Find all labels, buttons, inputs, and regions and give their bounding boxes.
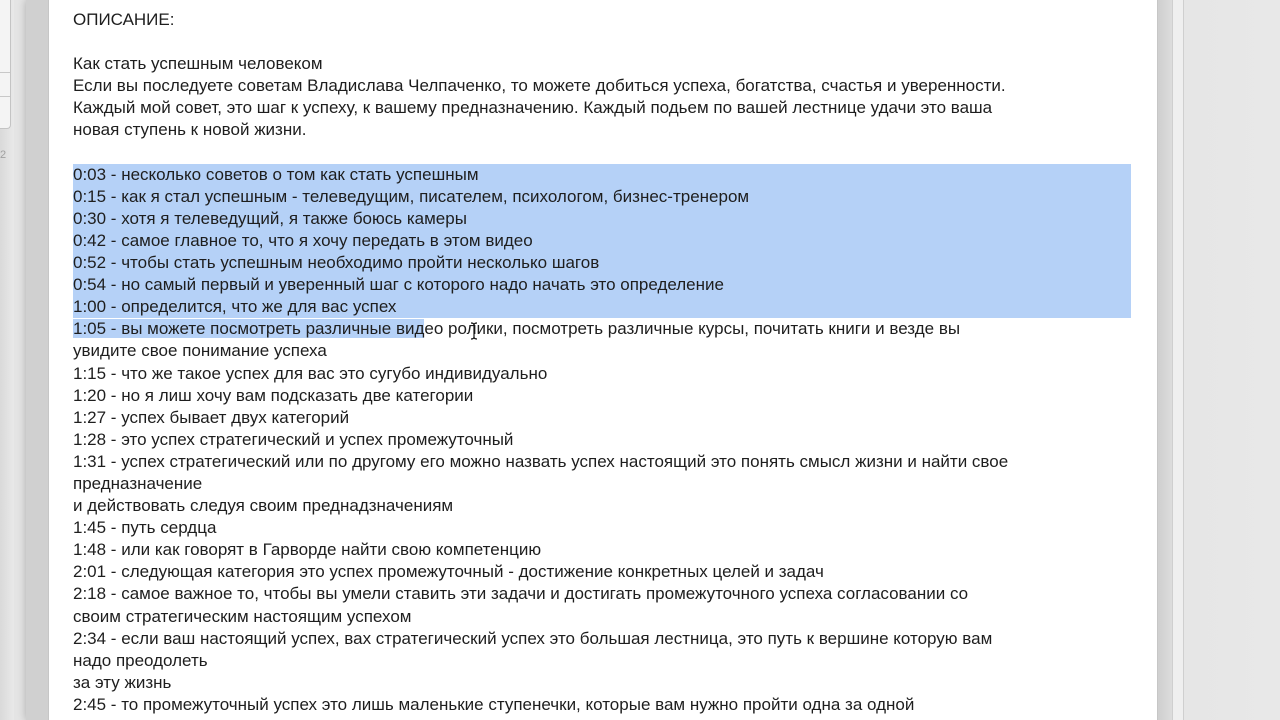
selected-timestamp-line[interactable]: 0:03 - несколько советов о том как стать успешным [73,164,1131,186]
partially-selected-line[interactable] [73,318,1143,340]
timestamp-line: 1:28 - это успех стратегический и успех промежуточный [73,429,514,449]
intro-line: Как стать успешным человеком [73,54,323,74]
document-text[interactable] [73,9,1143,716]
timestamp-line: 1:27 - успех бывает двух категорий [73,407,350,427]
intro-line: новая ступень к новой жизни. [73,120,307,140]
selected-timestamp-line[interactable]: 0:42 - самое главное то, что я хочу передать в этом видео [73,230,1131,252]
selection-end[interactable]: 1:05 - вы можете посмотреть различные вид [73,319,425,339]
left-sidebar-panel [0,0,11,129]
unselected-text: ео ролики, посмотреть различные курсы, почитать книги и везде вы [424,319,961,339]
selected-timestamp-line[interactable]: 0:52 - чтобы стать успешным необходимо пройти несколько шагов [73,252,1131,274]
right-scroll-edge[interactable] [1172,0,1184,720]
selected-timestamp-line[interactable]: 0:15 - как я стал успешным - телеведущим, писателем, психологом, бизнес-тренером [73,186,1131,208]
text-cursor-icon [470,322,478,340]
blank-line [73,142,1143,164]
timestamp-line: увидите свое понимание успеха [73,341,327,361]
timestamp-line: 1:48 - или как говорят в Гарворде найти свою компетенцию [73,540,542,560]
selected-timestamp-line[interactable]: 1:00 - определится, что же для вас успех [73,296,1131,318]
timestamp-line: 1:20 - но я лиш хочу вам подсказать две категории [73,385,474,405]
timestamp-line: 1:45 - путь сердца [73,518,217,538]
timestamp-line: своим стратегическим настоящим успехом [73,606,412,626]
timestamp-line: и действовать следуя своим преднадзначениям [73,496,454,516]
timestamp-line: 1:31 - успех стратегический или по другому его можно назвать успех настоящий это понять смысл жизни и найти свое [73,451,1009,471]
description-heading: ОПИСАНИЕ: [73,10,175,29]
timestamp-line: предназначение [73,473,203,493]
timestamp-line: 2:34 - если ваш настоящий успех, вах стратегический успех это большая лестница, это путь к вершине которую вам [73,628,993,648]
selected-timestamp-line[interactable]: 0:54 - но самый первый и уверенный шаг с которого надо начать это определение [73,274,1131,296]
timestamp-line: 2:18 - самое важное то, чтобы вы умели ставить эти задачи и достигать промежуточного успеха согласовании со [73,584,969,604]
intro-line: Если вы последуете советам Владислава Челпаченко, то можете добиться успеха, богатства, счастья и уверенности. [73,76,1006,96]
sidebar-fragment-number: 2 [0,149,7,161]
timestamp-line: 2:45 - то промежуточный успех это лишь маленькие ступенечки, которые вам нужно пройти одна за одной [73,694,915,714]
selected-timestamp-line[interactable]: 0:30 - хотя я телеведущий, я также боюсь камеры [73,208,1131,230]
timestamp-line: 1:15 - что же такое успех для вас это сугубо индивидуально [73,363,548,383]
sidebar-divider [0,96,10,97]
sidebar-divider [0,72,10,73]
blank-line [73,31,1143,53]
timestamp-line: 2:01 - следующая категория это успех промежуточный - достижение конкретных целей и задач [73,562,824,582]
timestamp-line: за эту жизнь [73,672,172,692]
intro-line: Каждый мой совет, это шаг к успеху, к вашему предназначению. Каждый подьем по вашей лестнице удачи это ваша [73,98,993,118]
timestamp-line: надо преодолеть [73,650,208,670]
